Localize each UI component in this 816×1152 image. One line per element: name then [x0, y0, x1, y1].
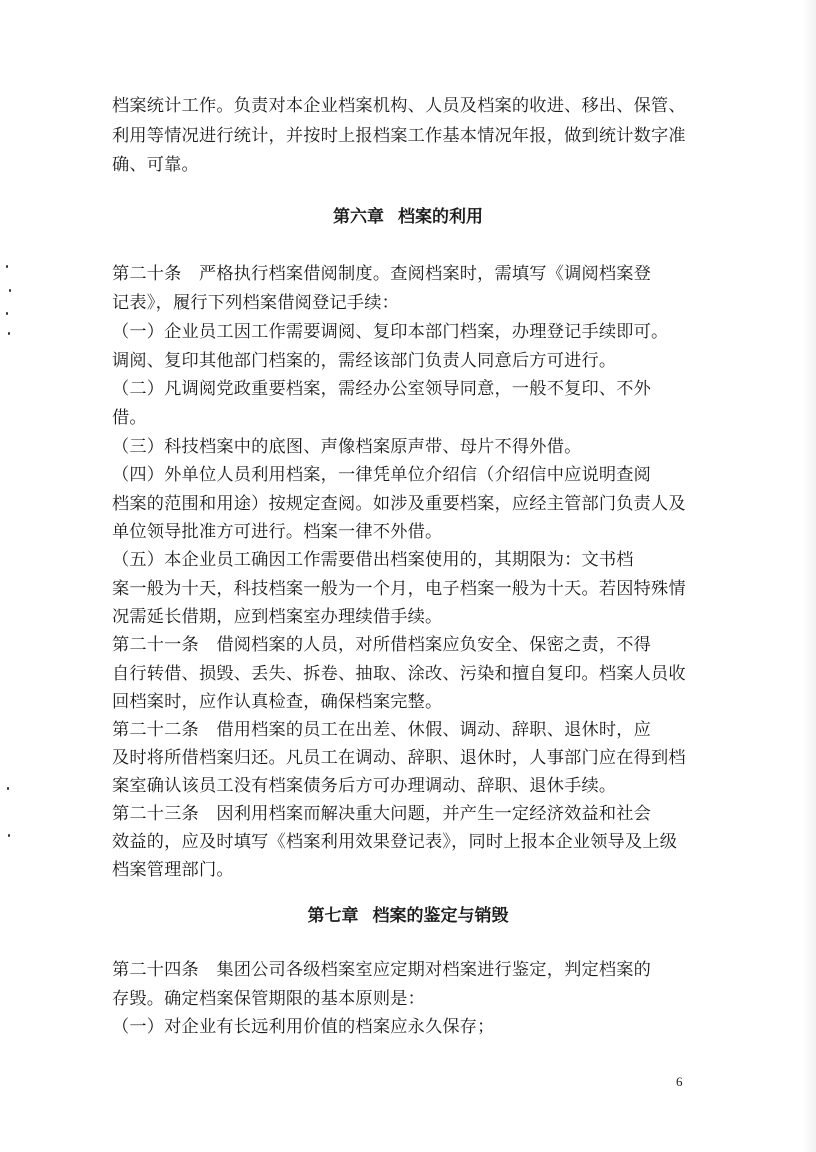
text-line: 自行转借、损毁、丢失、拆卷、抽取、涂改、污染和擅自复印。档案人员收 [112, 664, 686, 684]
text-line: （五）本企业员工确因工作需要借出档案使用的，其期限为：文书档 [112, 550, 634, 570]
text-line: 存毁。确定档案保管期限的基本原则是： [112, 989, 425, 1009]
text-line: 确、可靠。 [112, 155, 199, 175]
text-line: 第二十一条 借阅档案的人员，对所借档案应负安全、保密之责，不得 [112, 635, 652, 655]
chapter-title: 档案的鉴定与销毁 [372, 906, 509, 926]
text-line: （一）企业员工因工作需要调阅、复印本部门档案，办理登记手续即可。 [112, 322, 669, 342]
text-line: （一）对企业有长远利用价值的档案应永久保存； [112, 1017, 495, 1037]
chapter-title: 档案的利用 [398, 207, 483, 227]
text-line: 利用等情况进行统计，并按时上报档案工作基本情况年报，做到统计数字准 [112, 126, 686, 146]
text-line: 档案统计工作。负责对本企业档案机构、人员及档案的收进、移出、保管、 [112, 96, 686, 116]
scan-speck [6, 265, 8, 268]
chapter-number: 第七章 [307, 906, 359, 926]
text-line: 档案管理部门。 [112, 860, 234, 880]
chapter-number: 第六章 [333, 207, 384, 227]
chapter-heading [0, 904, 816, 928]
text-line: 及时将所借档案归还。凡员工在调动、辞职、退休时，人事部门应在得到档 [112, 748, 686, 768]
text-line: 况需延长借期，应到档案室办理续借手续。 [112, 607, 443, 627]
scan-edge [802, 0, 816, 1152]
text-line: （二）凡调阅党政重要档案，需经办公室领导同意，一般不复印、不外 [112, 379, 652, 399]
scan-speck [9, 289, 11, 292]
text-line: 效益的，应及时填写《档案利用效果登记表》，同时上报本企业领导及上级 [112, 832, 678, 852]
text-line: 档案的范围和用途）按规定查阅。如涉及重要档案，应经主管部门负责人及 [112, 494, 686, 514]
text-line: 借。 [112, 408, 147, 428]
scan-speck [6, 312, 8, 315]
text-line: 第二十二条 借用档案的员工在出差、休假、调动、辞职、退休时，应 [112, 720, 652, 740]
chapter-heading [0, 205, 816, 229]
scan-speck [8, 834, 10, 837]
text-line: 案一般为十天，科技档案一般为一个月，电子档案一般为十天。若因特殊情 [112, 579, 686, 599]
page-number: 6 [676, 1074, 683, 1089]
text-line: 第二十四条 集团公司各级档案室应定期对档案进行鉴定，判定档案的 [112, 960, 652, 980]
text-line: 第二十条 严格执行档案借阅制度。查阅档案时，需填写《调阅档案登 [112, 264, 652, 284]
text-line: 单位领导批准方可进行。档案一律不外借。 [112, 522, 443, 542]
text-line: （四）外单位人员利用档案，一律凭单位介绍信（介绍信中应说明查阅 [112, 465, 652, 485]
text-line: 记表》，履行下列档案借阅登记手续： [112, 293, 399, 313]
text-line: 调阅、复印其他部门档案的，需经该部门负责人同意后方可进行。 [112, 351, 617, 371]
text-line: 第二十三条 因利用档案而解决重大问题，并产生一定经济效益和社会 [112, 804, 652, 824]
text-line: 回档案时，应作认真检查，确保档案完整。 [112, 692, 443, 712]
scan-speck [7, 787, 9, 790]
scan-speck [8, 332, 10, 335]
text-line: （三）科技档案中的底图、声像档案原声带、母片不得外借。 [112, 437, 582, 457]
text-line: 案室确认该员工没有档案债务后方可办理调动、辞职、退休手续。 [112, 776, 617, 796]
